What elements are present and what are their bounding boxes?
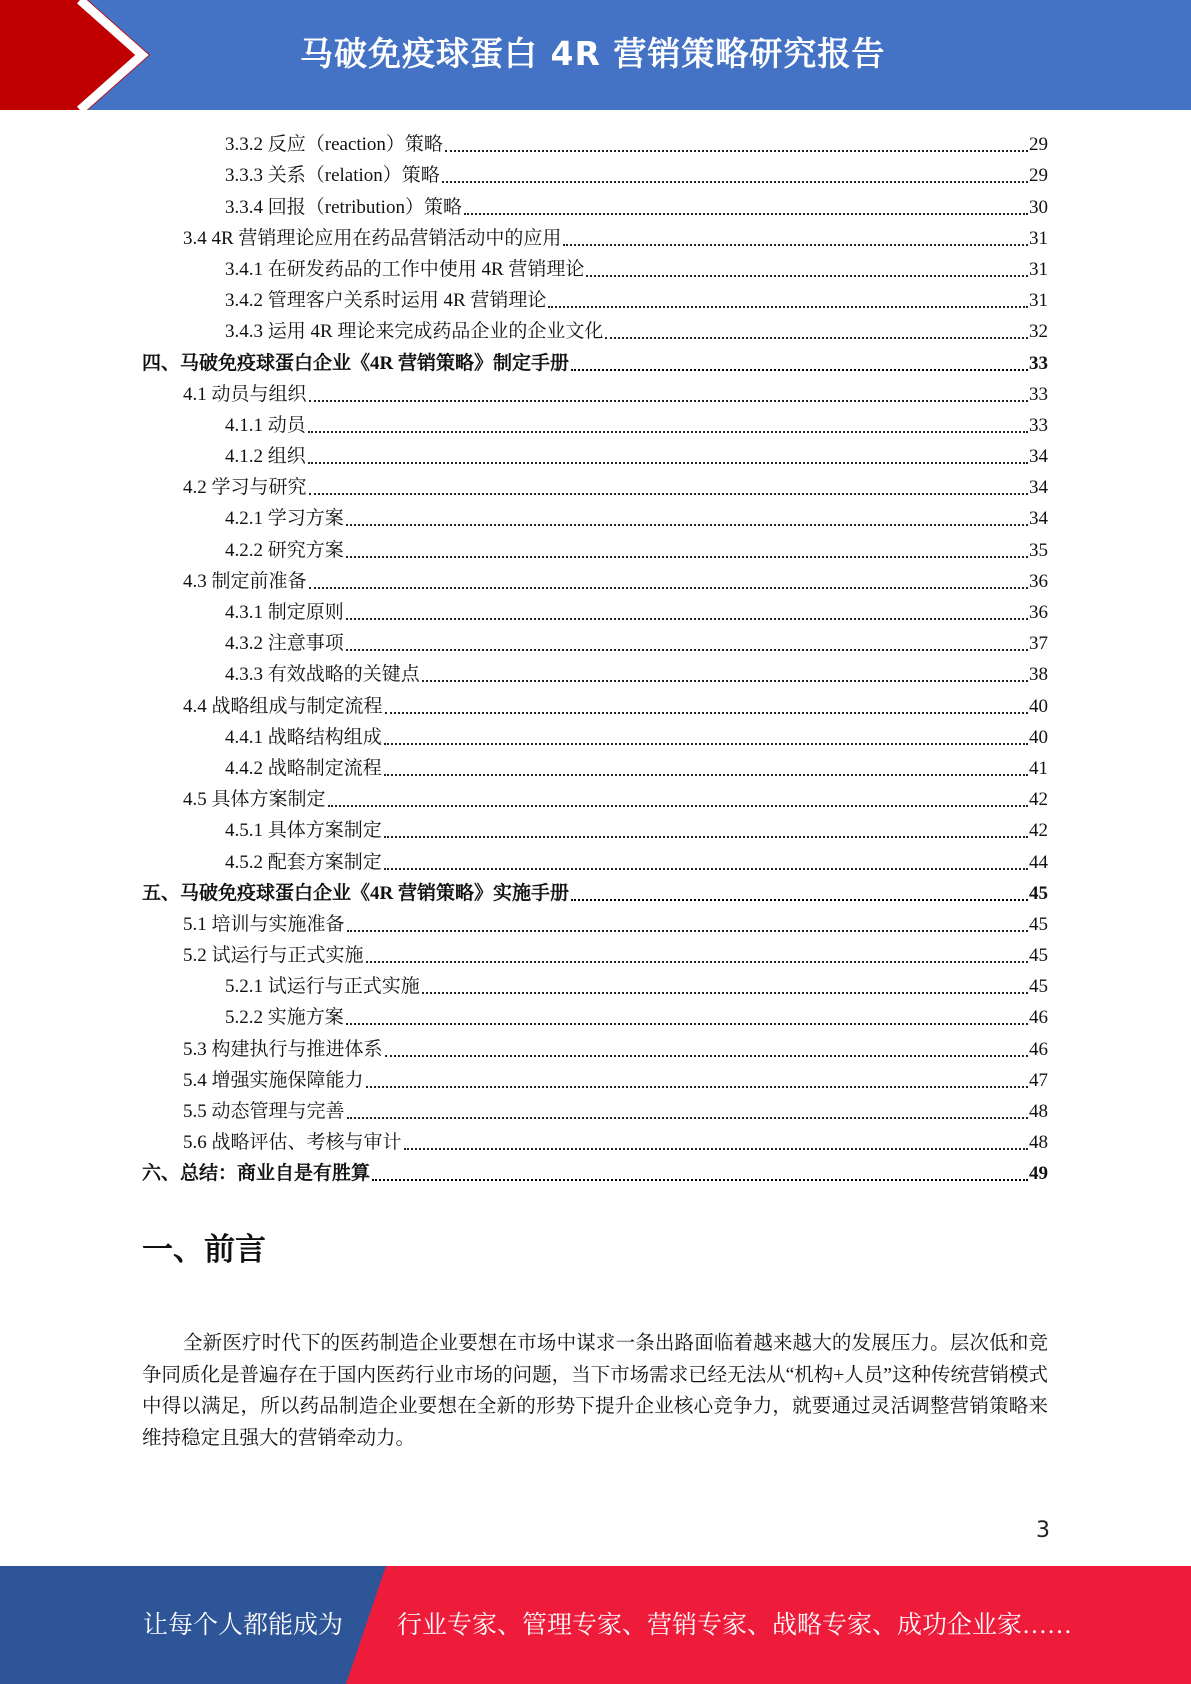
toc-entry-page: 30: [1029, 196, 1048, 218]
toc-entry-label: 4.2.1 学习方案: [225, 508, 344, 530]
toc-entry-label: 4.5.1 具体方案制定: [225, 820, 382, 842]
toc-entry-label: 4.5 具体方案制定: [183, 789, 326, 811]
toc-entry-label: 四、马破免疫球蛋白企业《4R 营销策略》制定手册: [142, 352, 569, 374]
toc-entry-label: 4.1.1 动员: [225, 414, 306, 436]
toc-entry-page: 42: [1029, 820, 1048, 842]
toc-dot-leader: [346, 555, 1028, 558]
toc-entry-label: 4.2.2 研究方案: [225, 539, 344, 561]
toc-entry[interactable]: [142, 222, 1048, 253]
toc-entry-page: 29: [1029, 165, 1048, 187]
toc-dot-leader: [605, 336, 1028, 339]
toc-entry-label: 3.4.1 在研发药品的工作中使用 4R 营销理论: [225, 258, 585, 280]
toc-dot-leader: [309, 586, 1028, 589]
toc-dot-leader: [464, 212, 1028, 215]
toc-entry[interactable]: [142, 658, 1048, 689]
toc-entry[interactable]: [142, 128, 1048, 159]
toc-entry-page: 45: [1029, 945, 1048, 967]
page-footer: [0, 1566, 1191, 1684]
toc-entry-page: 31: [1029, 290, 1048, 312]
toc-entry-label: 4.1.2 组织: [225, 446, 306, 468]
toc-entry-page: 40: [1029, 726, 1048, 748]
toc-entry[interactable]: [142, 1126, 1048, 1157]
toc-entry[interactable]: [142, 1095, 1048, 1126]
page-number: 3: [1036, 1518, 1050, 1543]
toc-entry-page: 31: [1029, 258, 1048, 280]
toc-entry[interactable]: [142, 1064, 1048, 1095]
toc-dot-leader: [442, 180, 1028, 183]
toc-dot-leader: [385, 1054, 1028, 1057]
toc-entry-page: 45: [1029, 913, 1048, 935]
toc-entry[interactable]: [142, 533, 1048, 564]
toc-dot-leader: [384, 773, 1028, 776]
page-header: [0, 0, 1191, 110]
toc-entry-page: 37: [1029, 633, 1048, 655]
toc-entry[interactable]: [142, 721, 1048, 752]
toc-entry[interactable]: [142, 346, 1048, 377]
toc-entry-label: 4.4.1 战略结构组成: [225, 726, 382, 748]
toc-entry-page: 48: [1029, 1101, 1048, 1122]
toc-dot-leader: [346, 648, 1028, 651]
toc-dot-leader: [563, 243, 1028, 246]
toc-dot-leader: [384, 867, 1028, 870]
toc-entry-label: 5.1 培训与实施准备: [183, 913, 345, 935]
toc-entry[interactable]: [142, 845, 1048, 876]
toc-entry-label: 4.4 战略组成与制定流程: [183, 695, 383, 717]
toc-entry-label: 4.3.1 制定原则: [225, 602, 344, 623]
toc-entry-page: 34: [1029, 477, 1048, 499]
toc-entry-page: 33: [1029, 352, 1048, 374]
toc-dot-leader: [346, 617, 1028, 620]
toc-entry-page: 47: [1029, 1069, 1048, 1091]
toc-entry-label: 3.4.2 管理客户关系时运用 4R 营销理论: [225, 290, 547, 312]
toc-entry-label: 5.3 构建执行与推进体系: [183, 1038, 383, 1060]
footer-slogan-right: 行业专家、管理专家、营销专家、战略专家、成功企业家……: [397, 1612, 1073, 1639]
toc-entry[interactable]: [142, 284, 1048, 315]
toc-dot-leader: [586, 274, 1028, 277]
toc-entry-page: 29: [1029, 134, 1048, 156]
toc-entry[interactable]: [142, 970, 1048, 1001]
toc-entry-page: 38: [1029, 664, 1048, 686]
body-paragraph: 全新医疗时代下的医药制造企业要想在市场中谋求一条出路面临着越来越大的发展压力。层次低和竞争同质化是普遍存在于国内医药行业市场的问题，当下市场需求已经无法从“机构+人员”这种传统营销模式中得以满足，所以药品制造企业要想在全新的形势下提升企业核心竞争力，就要通过灵活调整营销策略来维持稳定且强大的营销牵动力。: [142, 1333, 1048, 1449]
toc-entry[interactable]: [142, 1157, 1048, 1188]
toc-dot-leader: [571, 368, 1028, 371]
toc-entry-page: 48: [1029, 1132, 1048, 1154]
toc-entry-label: 3.4.3 运用 4R 理论来完成药品企业的企业文化: [225, 321, 604, 343]
toc-dot-leader: [309, 399, 1028, 402]
toc-dot-leader: [445, 149, 1028, 152]
toc-entry-label: 5.2.1 试运行与正式实施: [225, 976, 420, 998]
toc-dot-leader: [404, 1147, 1028, 1150]
toc-entry[interactable]: [142, 627, 1048, 658]
toc-dot-leader: [372, 1178, 1028, 1181]
toc-entry[interactable]: [142, 190, 1048, 221]
toc-entry[interactable]: [142, 689, 1048, 720]
toc-dot-leader: [385, 711, 1028, 714]
toc-dot-leader: [384, 742, 1028, 745]
toc-entry[interactable]: [142, 565, 1048, 596]
toc-entry[interactable]: [142, 1032, 1048, 1063]
table-of-contents: [142, 128, 1048, 1188]
toc-entry-page: 34: [1029, 508, 1048, 530]
footer-slogan-left: 让每个人都能成为: [143, 1612, 344, 1639]
toc-entry[interactable]: [142, 378, 1048, 409]
toc-entry-page: 35: [1029, 539, 1048, 561]
toc-entry[interactable]: [142, 877, 1048, 908]
toc-entry-page: 36: [1029, 602, 1048, 623]
toc-dot-leader: [571, 898, 1028, 901]
toc-entry[interactable]: [142, 1001, 1048, 1032]
toc-entry-page: 36: [1029, 570, 1048, 592]
toc-entry-label: 5.4 增强实施保障能力: [183, 1069, 364, 1091]
toc-dot-leader: [548, 305, 1028, 308]
toc-entry-page: 33: [1029, 383, 1048, 405]
toc-dot-leader: [346, 1022, 1028, 1025]
toc-entry[interactable]: [142, 159, 1048, 190]
toc-dot-leader: [384, 835, 1028, 838]
toc-dot-leader: [346, 523, 1028, 526]
toc-entry-label: 4.1 动员与组织: [183, 383, 307, 405]
toc-entry-page: 45: [1029, 976, 1048, 998]
toc-entry-label: 3.3.3 关系（relation）策略: [225, 165, 440, 187]
toc-dot-leader: [308, 430, 1028, 433]
toc-entry-page: 49: [1029, 1163, 1048, 1185]
toc-dot-leader: [347, 929, 1028, 932]
toc-entry-label: 5.2.2 实施方案: [225, 1007, 344, 1029]
toc-dot-leader: [328, 804, 1028, 807]
toc-dot-leader: [422, 679, 1028, 682]
toc-entry-page: 45: [1029, 882, 1048, 904]
toc-entry[interactable]: [142, 440, 1048, 471]
toc-entry[interactable]: [142, 814, 1048, 845]
toc-dot-leader: [366, 1085, 1028, 1088]
toc-entry-label: 4.3.2 注意事项: [225, 633, 344, 655]
toc-entry-label: 5.5 动态管理与完善: [183, 1101, 345, 1122]
toc-entry[interactable]: [142, 471, 1048, 502]
toc-dot-leader: [308, 461, 1028, 464]
toc-entry[interactable]: [142, 908, 1048, 939]
toc-entry[interactable]: [142, 783, 1048, 814]
toc-entry-page: 32: [1029, 321, 1048, 343]
toc-entry-label: 4.3.3 有效战略的关键点: [225, 664, 420, 686]
toc-entry-label: 3.4 4R 营销理论应用在药品营销活动中的应用: [183, 227, 562, 249]
toc-entry-page: 40: [1029, 695, 1048, 717]
toc-entry-label: 3.3.2 反应（reaction）策略: [225, 134, 443, 156]
toc-entry-page: 33: [1029, 414, 1048, 436]
toc-entry-label: 4.3 制定前准备: [183, 570, 307, 592]
toc-entry-page: 42: [1029, 789, 1048, 811]
toc-entry-label: 5.2 试运行与正式实施: [183, 945, 364, 967]
toc-entry-label: 3.3.4 回报（retribution）策略: [225, 196, 462, 218]
toc-entry-label: 4.4.2 战略制定流程: [225, 757, 382, 779]
header-title: 马破免疫球蛋白 4R 营销策略研究报告: [300, 34, 886, 73]
toc-dot-leader: [309, 492, 1028, 495]
toc-entry-label: 4.5.2 配套方案制定: [225, 851, 382, 873]
toc-entry-page: 31: [1029, 227, 1048, 249]
toc-entry-page: 44: [1029, 851, 1048, 873]
toc-entry-page: 34: [1029, 446, 1048, 468]
toc-dot-leader: [366, 960, 1028, 963]
toc-entry-page: 46: [1029, 1007, 1048, 1029]
toc-entry[interactable]: [142, 409, 1048, 440]
toc-entry-page: 41: [1029, 757, 1048, 779]
section-heading: 一、前言: [142, 1232, 266, 1268]
toc-entry[interactable]: [142, 253, 1048, 284]
toc-entry-label: 5.6 战略评估、考核与审计: [183, 1132, 402, 1154]
toc-entry[interactable]: [142, 752, 1048, 783]
toc-entry-page: 46: [1029, 1038, 1048, 1060]
toc-entry-label: 五、马破免疫球蛋白企业《4R 营销策略》实施手册: [142, 882, 569, 904]
toc-entry[interactable]: [142, 596, 1048, 627]
toc-entry[interactable]: [142, 939, 1048, 970]
toc-dot-leader: [347, 1116, 1028, 1119]
toc-entry-label: 4.2 学习与研究: [183, 477, 307, 499]
toc-entry[interactable]: [142, 315, 1048, 346]
toc-dot-leader: [422, 991, 1028, 994]
toc-entry[interactable]: [142, 502, 1048, 533]
toc-entry-label: 六、总结：商业自是有胜算: [142, 1163, 371, 1185]
